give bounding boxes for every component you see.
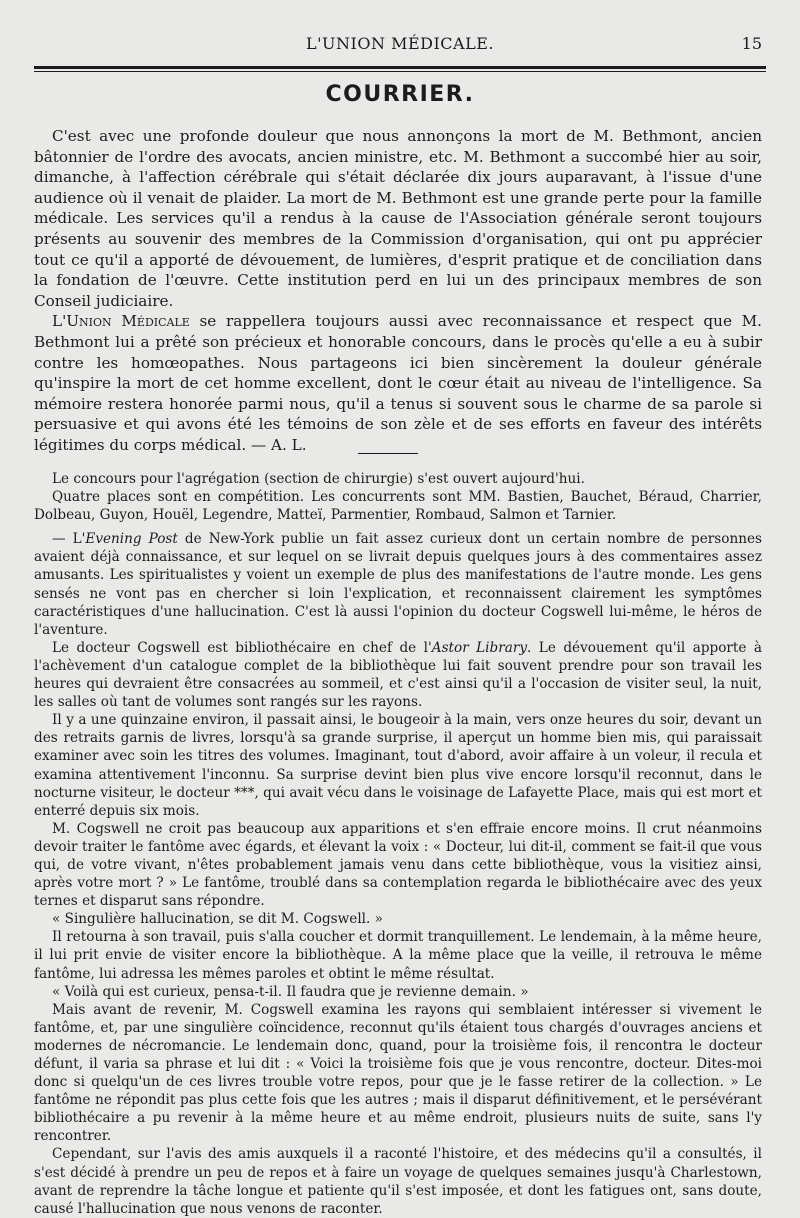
- obituary-paragraph-2: [34, 311, 762, 455]
- story-paragraph-4: M. Cogswell ne croit pas beaucoup aux apparitions et s'en effraie encore moins. Il crut néanmoins devoir traiter le fantôme avec égards, et élevant la voix : « Docteur, lui dit-il, comment se fait-il que vous qui, de votre vivant, n'êtes probablement jamais venu dans cette bibliothèque, vous la visitiez ainsi, après votre mort ? » Le fantôme, troublé dans sa contemplation regarda le bibliothécaire avec des yeux ternes et disparut sans répondre.: [34, 820, 762, 910]
- story-paragraph-2: Le docteur Cogswell est bibliothécaire en chef de l'Astor Library. Le dévouement qu'il apporte à l'achèvement d'un catalogue complet de la bibliothèque lui fait souvent prendre pour son travail les heures qui devraient être consacrées au sommeil, et c'est ainsi qu'il a l'occasion de visiter seul, la nuit, les salles où tant de volumes sont rangés sur les rayons.: [34, 639, 762, 711]
- running-title: L'UNION MÉDICALE.: [306, 34, 494, 53]
- obituary-paragraph-2-text: se rappellera toujours aussi avec reconnaissance et respect que M. Bethmont lui a prêté son précieux et honorable concours, dans le procès qu'elle a eu à subir contre les homœopathes. Nous partageons ici bien sincèrement la douleur générale qu'inspire la mort de cet homme excellent, dont le cœur était au niveau de l'intelligence. Sa mémoire restera honorée parmi nous, qu'il a tenus si souvent sous le charme de sa parole si persuasive et qui avons été les témoins de son zèle et de ses efforts en faveur des intérêts légitimes du corps médical.: [34, 312, 762, 454]
- header-rule-thick: [34, 66, 766, 69]
- story-paragraph-3: Il y a une quinzaine environ, il passait ainsi, le bougeoir à la main, vers onze heures du soir, devant un des retraits garnis de livres, lorsqu'à sa grande surprise, il aperçut un homme bien mis, qui paraissait examiner avec soin les titres des volumes. Imaginant, tout d'abord, avoir affaire à un voleur, il recula et examina attentivement l'inconnu. Sa surprise devint bien plus vive encore lorsqu'il reconnut, dans le nocturne visiteur, le docteur ***, qui avait vécu dans le voisinage de Lafayette Place, mais qui est mort et enterré depuis six mois.: [34, 712, 762, 819]
- news-column: [34, 470, 762, 1218]
- obituary-paragraph-1: C'est avec une profonde douleur que nous annonçons la mort de M. Bethmont, ancien bâtonnier de l'ordre des avocats, ancien ministre, etc. M. Bethmont a succombé hier au soir, dimanche, à l'affection cérébrale qui s'était déclarée dix jours auparavant, à l'issue d'une audience où il venait de plaider. La mort de M. Bethmont est une grande perte pour la famille médicale. Les services qu'il a rendus à la cause de l'Association générale seront toujours présents au souvenir des membres de la Commission d'organisation, qui ont pu apprécier tout ce qu'il a apporté de dévouement, de lumières, d'esprit pratique et de conciliation dans la fondation de l'œuvre. Cette institution perd en lui un des principaux membres de son Conseil judiciaire.: [34, 127, 762, 310]
- story-paragraph-8: Mais avant de revenir, M. Cogswell examina les rayons qui semblaient intéresser si vivement le fantôme, et, par une singulière coïncidence, reconnut qu'ils étaient tous chargés d'ouvrages anciens et modernes de nécromancie. Le lendemain donc, quand, pour la troisième fois, il rencontra le docteur défunt, il varia sa phrase et lui dit : « Voici la troisième fois que je vous rencontre, docteur. Dites-moi donc si quelqu'un de ces livres trouble votre repos, pour que je le fasse retirer de la collection. » Le fantôme ne répondit pas plus cette fois que les autres ; mais il disparut définitivement, et le persévérant bibliothécaire a pu revenir à la même heure et au même endroit, plusieurs nuits de suite, sans l'y rencontrer.: [34, 1001, 762, 1145]
- header-rule-thin: [34, 71, 766, 72]
- journal-name: L'Union Médicale: [52, 312, 190, 331]
- concours-candidates: Quatre places sont en compétition. Les concurrents sont MM. Bastien, Bauchet, Béraud, Charrier, Dolbeau, Guyon, Houël, Legendre, Matteï, Parmentier, Rombaud, Salmon et Tarnier.: [34, 489, 762, 524]
- story-paragraph-9: Cependant, sur l'avis des amis auxquels il a raconté l'histoire, et des médecins qu'il a consultés, il s'est décidé à prendre un peu de repos et à faire un voyage de quelques semaines jusqu'à Charlestown, avant de reprendre la tâche longue et patiente qu'il s'est imposée, et dont les fatigues ont, sans doute, causé l'hallucination que nous venons de raconter.: [34, 1146, 762, 1217]
- concours-announcement: Le concours pour l'agrégation (section de chirurgie) s'est ouvert aujourd'hui.: [52, 471, 585, 487]
- story-paragraph-5: « Singulière hallucination, se dit M. Cogswell. »: [52, 911, 383, 928]
- author-signature: — A. L.: [246, 435, 307, 454]
- section-divider: [358, 453, 418, 454]
- story-paragraph-7: « Voilà qui est curieux, pensa-t-il. Il faudra que je revienne demain. »: [52, 983, 529, 1000]
- page-header: [34, 34, 766, 56]
- story-paragraph-6: Il retourna à son travail, puis s'alla coucher et dormit tranquillement. Le lendemain, à la même heure, il lui prit envie de visiter encore la bibliothèque. A la même place que la veille, il retrouva le même fantôme, lui adressa les mêmes paroles et obtint le même résultat.: [34, 929, 762, 982]
- library-name: Astor Library: [431, 639, 528, 656]
- page-number: 15: [741, 34, 762, 53]
- obituary-article: [34, 126, 762, 456]
- section-title: COURRIER.: [325, 82, 475, 107]
- newspaper-name: Evening Post: [85, 531, 178, 548]
- story-paragraph-1: — L'Evening Post de New-York publie un fait assez curieux dont un certain nombre de personnes avaient déjà connaissance, et sur lequel on se livrait depuis quelques jours à des commentaires assez amusants. Les spiritualistes y voient un exemple de plus des manifestations de l'autre monde. Les gens sensés ne vont pas en chercher si loin l'explication, et reconnaissent clairement les symptômes caractéristiques d'une hallucination. C'est là aussi l'opinion du docteur Cogswell lui-même, le héros de l'aventure.: [34, 531, 762, 638]
